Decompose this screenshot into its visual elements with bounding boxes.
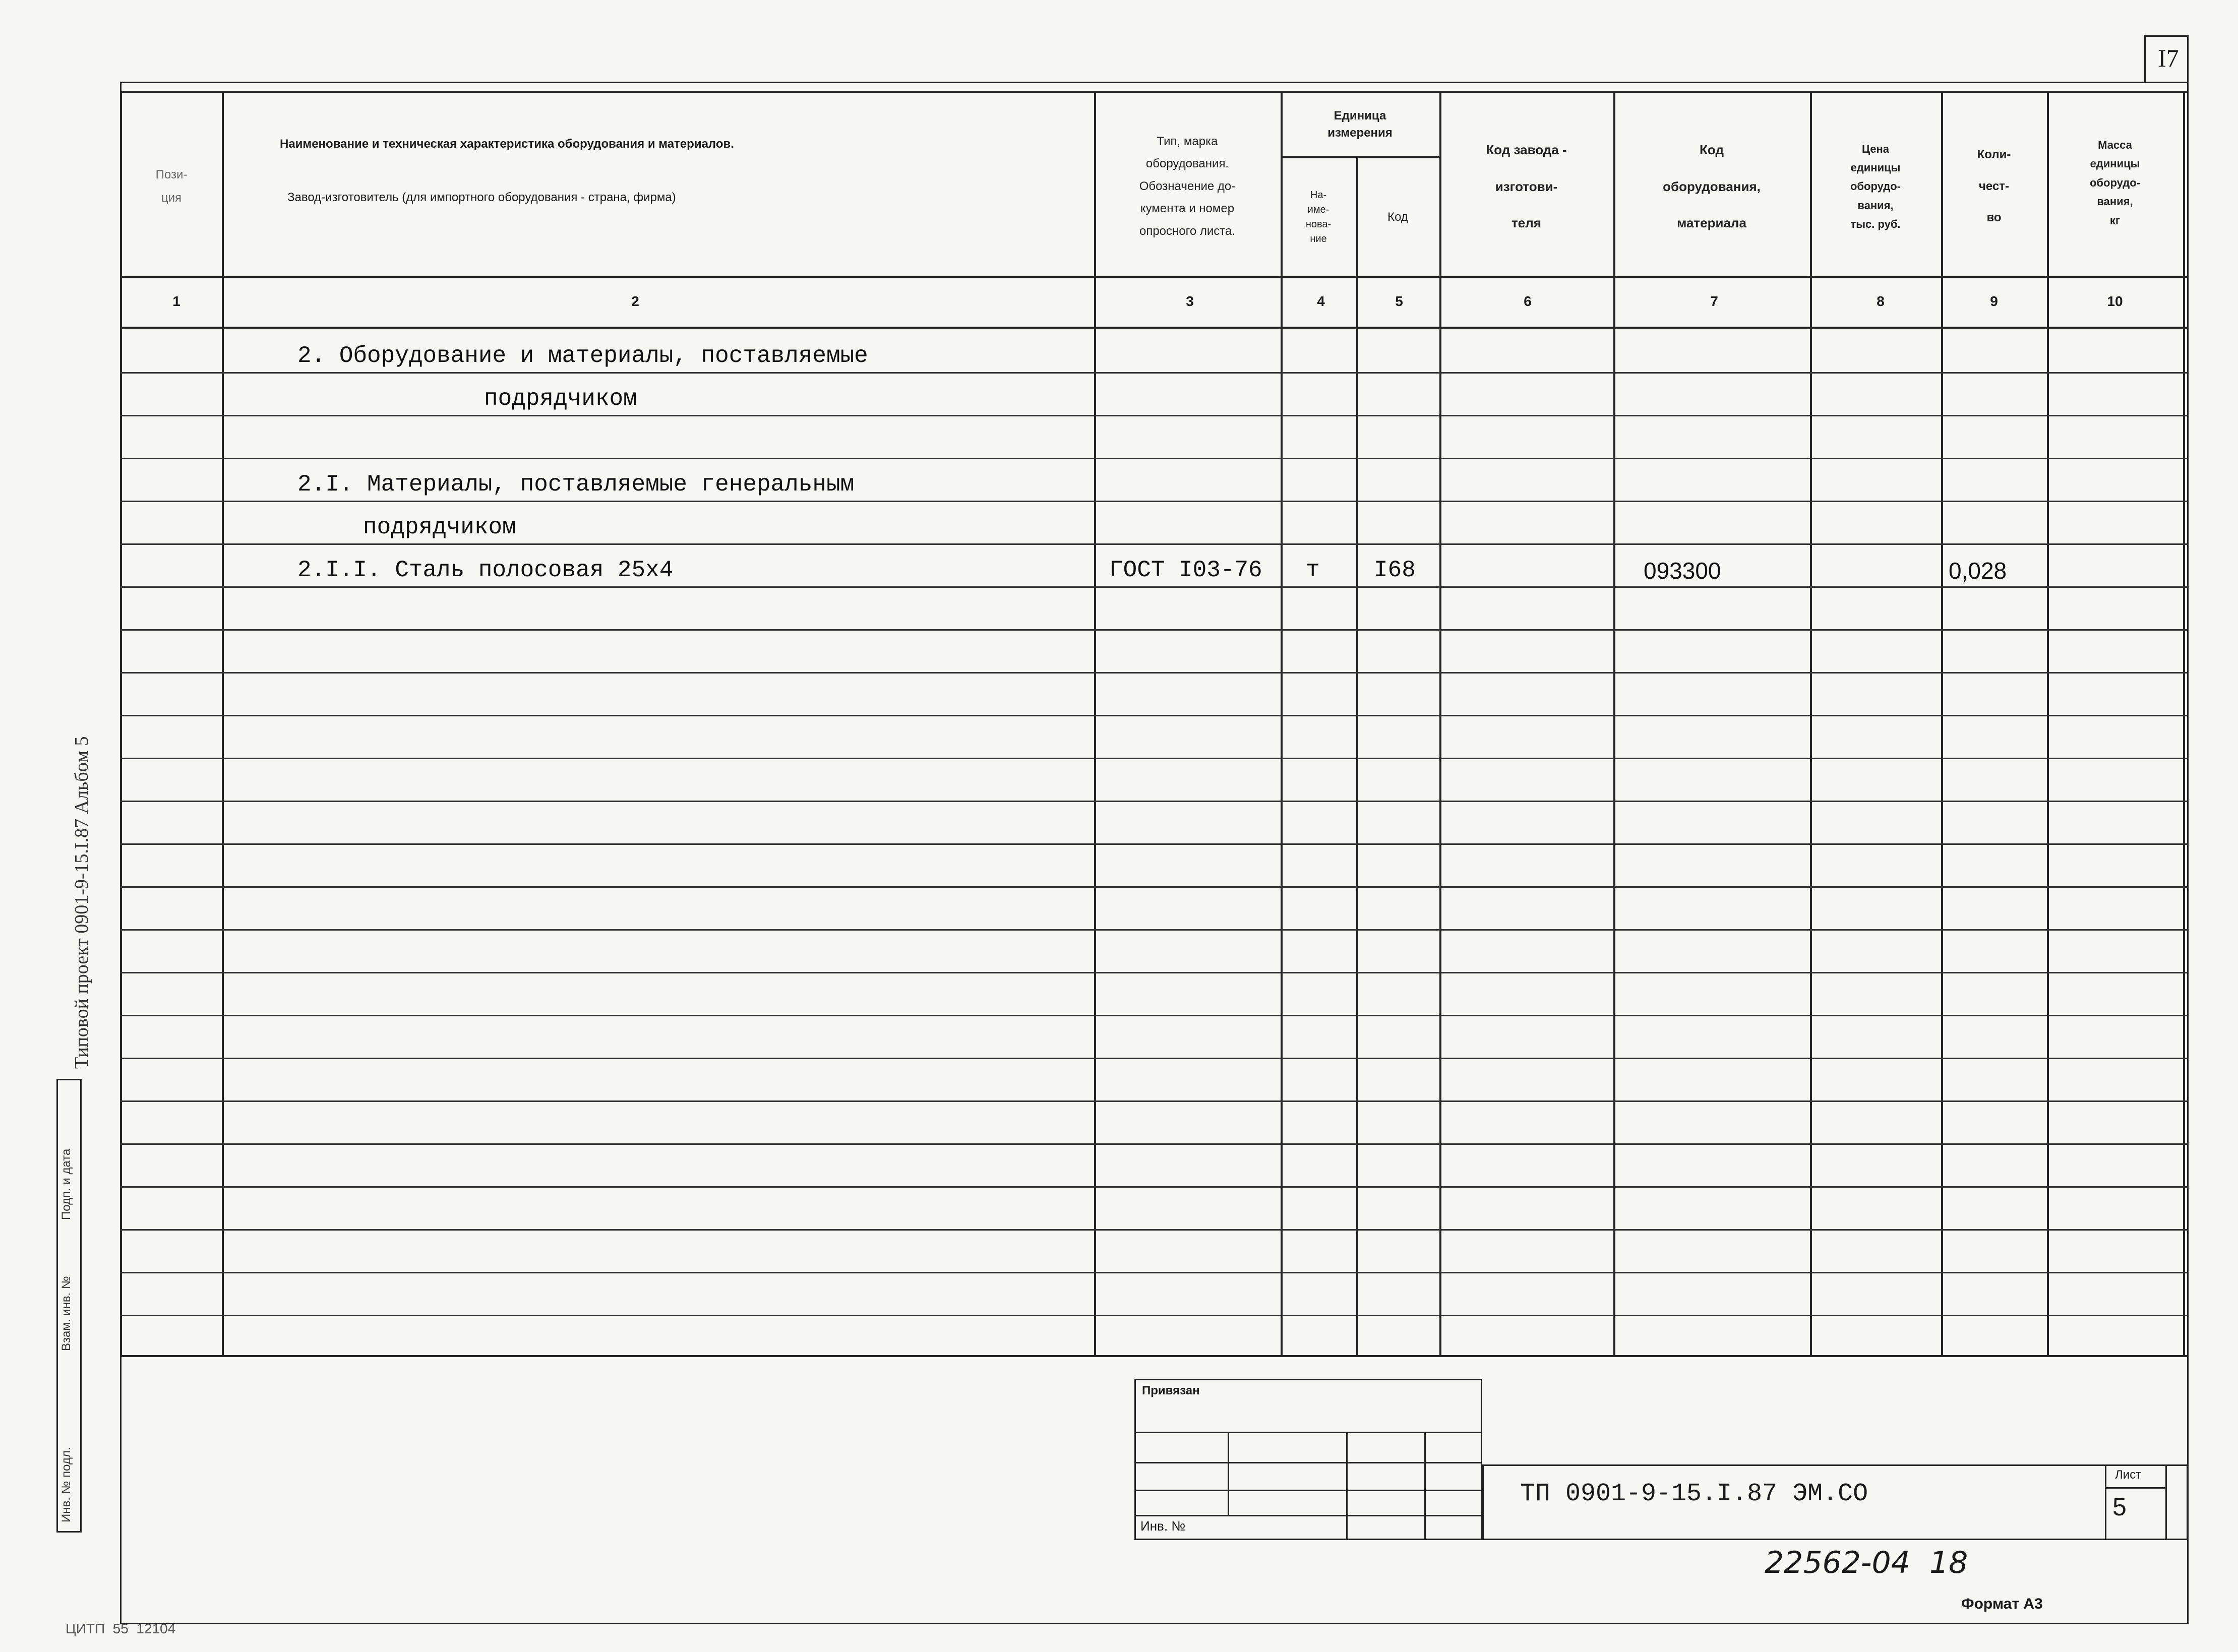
column-number-4: 4 bbox=[1317, 293, 1325, 309]
row-line bbox=[120, 758, 2187, 759]
sheet-label: Лист bbox=[2115, 1468, 2142, 1482]
column-number-7: 7 bbox=[1710, 293, 1718, 309]
col-line-3 bbox=[1281, 91, 1283, 1356]
top-sheet-number: I7 bbox=[2158, 44, 2179, 72]
margin-stamp-2: Взам. инв. № bbox=[59, 1276, 73, 1351]
col-line-5 bbox=[1439, 91, 1441, 1356]
col-line-2 bbox=[1094, 91, 1096, 1356]
column-number-9: 9 bbox=[1990, 293, 1998, 309]
col-line-9 bbox=[2047, 91, 2049, 1356]
row-line bbox=[120, 458, 2187, 459]
privyazan-vline bbox=[1424, 1432, 1426, 1540]
sheet-cell-divider bbox=[2105, 1464, 2106, 1540]
handwritten-number: 22562-04 18 bbox=[1765, 1545, 1968, 1580]
row-line bbox=[120, 1015, 2187, 1016]
column-number-1: 1 bbox=[172, 293, 180, 309]
column-number-3: 3 bbox=[1186, 293, 1194, 309]
inventory-label: Инв. № bbox=[1140, 1518, 1186, 1534]
margin-stamp-3: Инв. № подл. bbox=[59, 1447, 73, 1522]
header-quantity: Коли- чест- во bbox=[1977, 148, 2011, 225]
header-name-line1: Наименование и техническая характеристика оборудования и материалов. bbox=[280, 137, 734, 151]
row-line bbox=[120, 972, 2187, 973]
privyazan-vline bbox=[1228, 1432, 1229, 1515]
header-top-line bbox=[120, 91, 2187, 93]
privyazan-hline bbox=[1134, 1462, 1482, 1463]
unit-group-line bbox=[1281, 156, 1439, 158]
row-line bbox=[120, 1186, 2187, 1188]
row-line bbox=[120, 1143, 2187, 1145]
column-number-5: 5 bbox=[1395, 293, 1403, 309]
row-line bbox=[120, 1100, 2187, 1102]
project-code-vertical: Типовой проект 0901-9-15.I.87 Альбом 5 bbox=[71, 736, 92, 1069]
row-line bbox=[120, 929, 2187, 931]
col-line-0 bbox=[120, 91, 122, 1356]
column-number-8: 8 bbox=[1877, 293, 1885, 309]
col-line-6 bbox=[1613, 91, 1615, 1356]
col-line-1 bbox=[222, 91, 224, 1356]
col-line-7 bbox=[1810, 91, 1812, 1356]
column-number-10: 10 bbox=[2107, 293, 2123, 309]
item-unit: т bbox=[1306, 557, 1320, 583]
header-material-code: Код оборудования, материала bbox=[1663, 142, 1761, 231]
column-number-6: 6 bbox=[1524, 293, 1532, 309]
item-unit-code: I68 bbox=[1374, 557, 1416, 583]
table-bottom-line bbox=[120, 1355, 2187, 1357]
col-line-10 bbox=[2183, 91, 2185, 1356]
header-name-line2: Завод-изготовитель (для импортного оборудования - страна, фирма) bbox=[287, 191, 676, 204]
sheet-number: 5 bbox=[2112, 1493, 2127, 1521]
col-line-4 bbox=[1356, 156, 1358, 1356]
row-line bbox=[120, 1229, 2187, 1231]
header-position: Пози- ция bbox=[155, 168, 188, 205]
document-code: ТП 0901-9-15.I.87 ЭМ.СО bbox=[1520, 1480, 1868, 1508]
section-heading-2-1-line1: 2.I. Материалы, поставляемые генеральным bbox=[297, 471, 855, 498]
section-heading-2-line2: подрядчиком bbox=[484, 386, 637, 412]
row-line bbox=[120, 672, 2187, 674]
header-type-doc: Тип, марка оборудования. Обозначение до- кумента и номер опросного листа. bbox=[1139, 135, 1236, 238]
sheet-cell-vline bbox=[2165, 1464, 2167, 1540]
margin-stamp-1: Подп. и дата bbox=[59, 1148, 73, 1220]
colnum-bottom-line bbox=[120, 327, 2187, 329]
row-line bbox=[120, 543, 2187, 545]
column-number-2: 2 bbox=[631, 293, 639, 309]
privyazan-label: Привязан bbox=[1142, 1384, 1200, 1397]
header-unit-mass: Масса единицы оборудо- вания, кг bbox=[2089, 139, 2141, 227]
row-line bbox=[120, 629, 2187, 631]
section-heading-2-line1: 2. Оборудование и материалы, поставляемые bbox=[297, 343, 868, 369]
item-material-code: 093300 bbox=[1644, 558, 1721, 584]
header-bottom-line bbox=[120, 276, 2187, 278]
row-line bbox=[120, 415, 2187, 416]
header-unit-code: Код bbox=[1387, 210, 1408, 224]
item-name: 2.I.I. Сталь полосовая 25х4 bbox=[297, 557, 674, 583]
row-line bbox=[120, 1315, 2187, 1316]
row-line bbox=[120, 1272, 2187, 1273]
header-unit-name: На- име- нова- ние bbox=[1305, 189, 1332, 244]
row-line bbox=[120, 843, 2187, 845]
sheet-cell-hline bbox=[2105, 1487, 2165, 1489]
privyazan-vline bbox=[1346, 1432, 1348, 1540]
header-unit-price: Цена единицы оборудо- вания, тыс. руб. bbox=[1850, 142, 1901, 231]
row-line bbox=[120, 715, 2187, 716]
row-line bbox=[120, 501, 2187, 502]
row-line bbox=[120, 372, 2187, 374]
header-unit-group: Единица измерения bbox=[1327, 109, 1393, 140]
header-plant-code: Код завода - изготови- теля bbox=[1486, 142, 1567, 231]
format-label: Формат А3 bbox=[1961, 1596, 2043, 1612]
privyazan-hline bbox=[1134, 1490, 1482, 1491]
row-line bbox=[120, 1058, 2187, 1059]
row-line bbox=[120, 801, 2187, 802]
row-line bbox=[120, 586, 2187, 588]
privyazan-hline bbox=[1134, 1515, 1482, 1516]
item-quantity: 0,028 bbox=[1949, 558, 2007, 584]
row-line bbox=[120, 886, 2187, 888]
col-line-8 bbox=[1941, 91, 1943, 1356]
print-code: ЦИТП 55 12104 bbox=[66, 1621, 176, 1636]
section-heading-2-1-line2: подрядчиком bbox=[363, 514, 516, 540]
item-document: ГОСТ I03-76 bbox=[1109, 557, 1262, 583]
privyazan-hline bbox=[1134, 1432, 1482, 1433]
